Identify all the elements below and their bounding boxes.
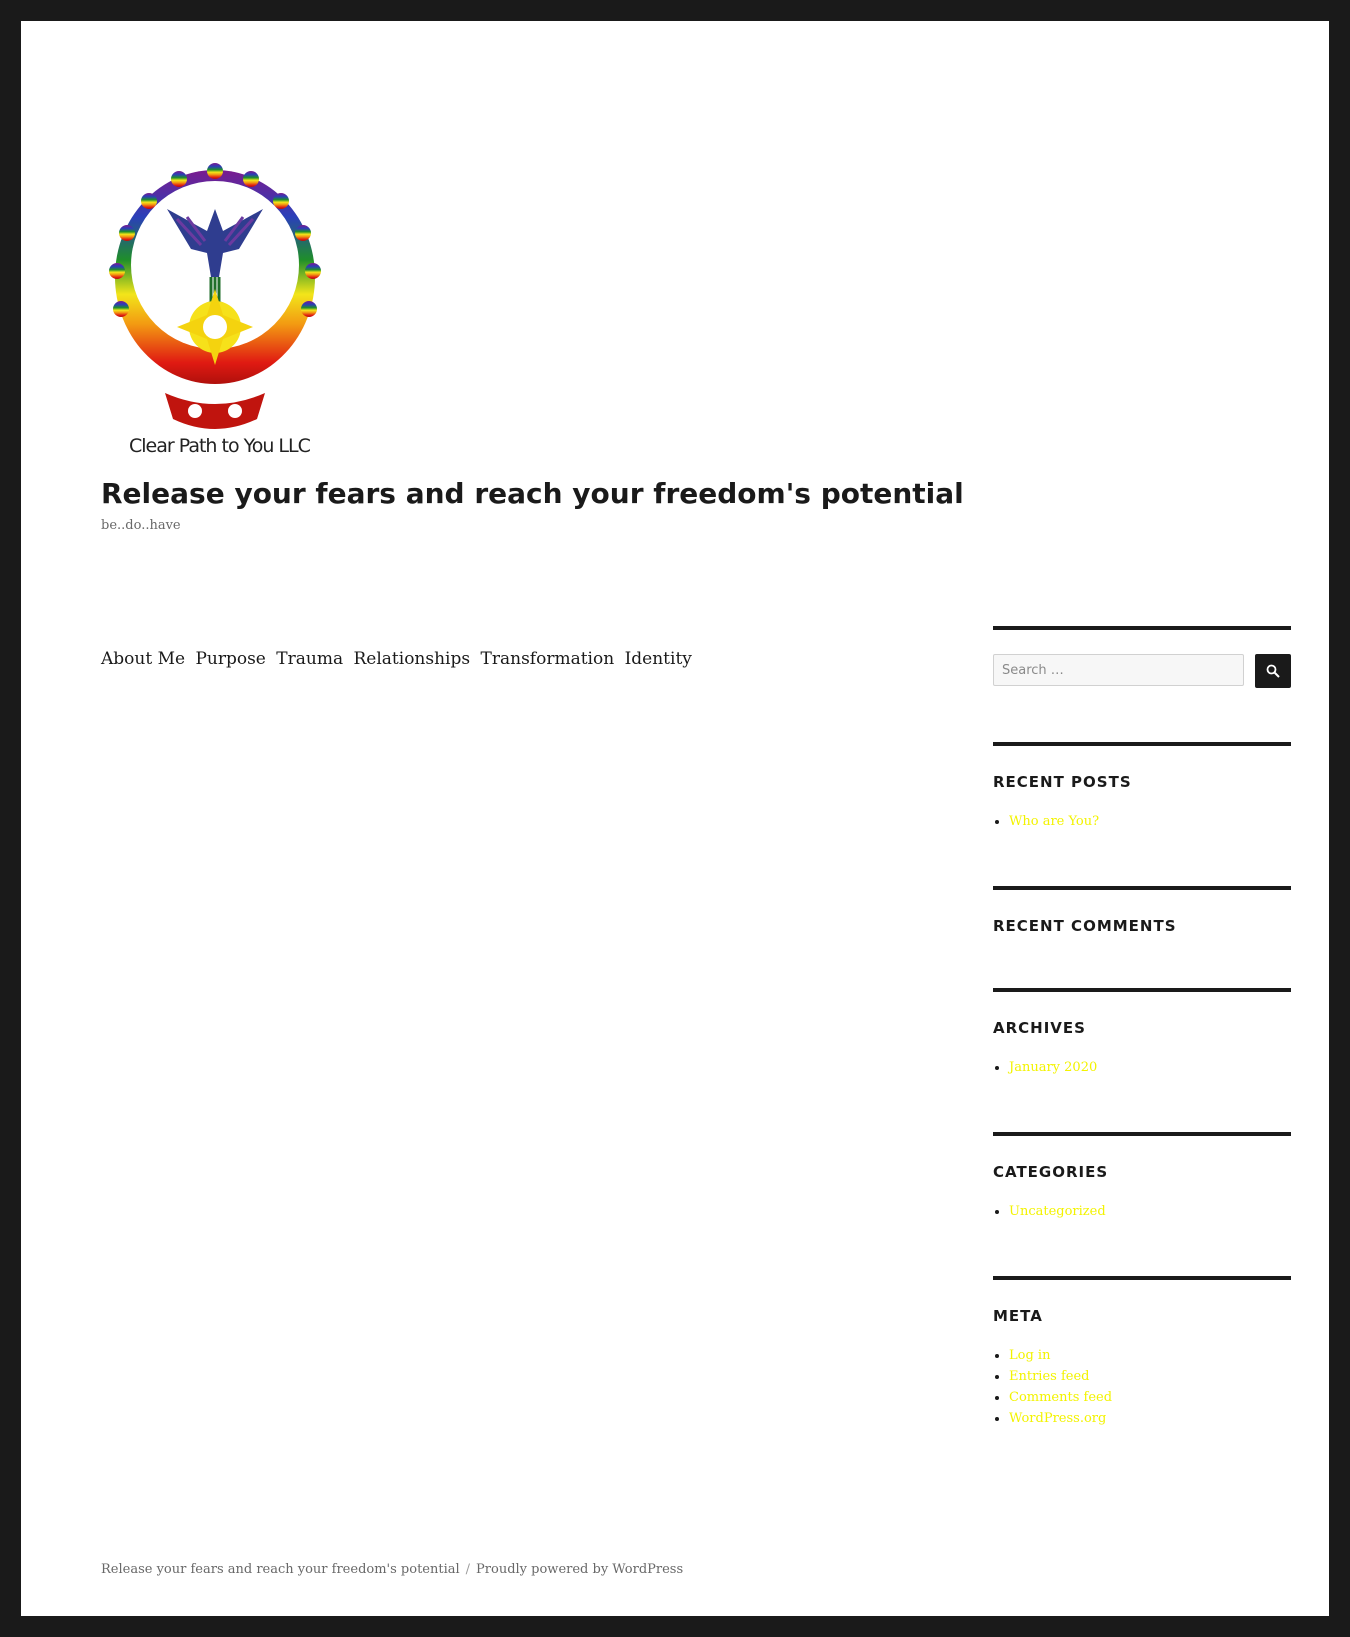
nav-item-relationships[interactable]: Relationships xyxy=(353,649,471,669)
archives-list xyxy=(993,1057,1097,1078)
category-link[interactable]: Uncategorized xyxy=(1009,1201,1106,1222)
archive-link[interactable]: January 2020 xyxy=(1009,1057,1097,1078)
recent-comments-widget xyxy=(993,886,1291,950)
footer-powered-by-link[interactable]: Proudly powered by WordPress xyxy=(476,1562,684,1577)
meta-link-login[interactable]: Log in xyxy=(1009,1345,1112,1366)
meta-widget xyxy=(993,1276,1291,1450)
nav-item-transformation[interactable]: Transformation xyxy=(480,649,615,669)
recent-posts-list xyxy=(993,811,1099,832)
page-container xyxy=(21,21,1329,1616)
footer-separator: / xyxy=(465,1562,471,1577)
meta-list xyxy=(993,1345,1112,1429)
recent-posts-heading: RECENT POSTS xyxy=(993,773,1132,791)
search-form xyxy=(993,654,1291,688)
site-footer xyxy=(101,1562,683,1577)
logo-emblem-image xyxy=(107,157,363,467)
nav-item-trauma[interactable]: Trauma xyxy=(276,649,344,669)
search-widget xyxy=(993,626,1291,700)
site-description: be..do..have xyxy=(101,518,181,533)
footer-site-link[interactable]: Release your fears and reach your freedom's potential xyxy=(101,1562,460,1577)
categories-list xyxy=(993,1201,1106,1222)
nav-item-about-me[interactable]: About Me xyxy=(101,649,186,669)
recent-posts-widget xyxy=(993,742,1291,846)
logo-caption: Clear Path to You LLC xyxy=(129,435,310,457)
nav-item-identity[interactable]: Identity xyxy=(624,649,692,669)
archives-heading: ARCHIVES xyxy=(993,1019,1086,1037)
categories-heading: CATEGORIES xyxy=(993,1163,1109,1181)
meta-heading: META xyxy=(993,1307,1043,1325)
search-input[interactable] xyxy=(993,654,1244,686)
search-button[interactable] xyxy=(1255,654,1291,688)
search-icon xyxy=(1266,664,1280,678)
site-title[interactable]: Release your fears and reach your freedom's potential xyxy=(101,477,964,510)
meta-link-entries-feed[interactable]: Entries feed xyxy=(1009,1366,1112,1387)
recent-post-link[interactable]: Who are You? xyxy=(1009,811,1099,832)
categories-widget xyxy=(993,1132,1291,1236)
nav-item-purpose[interactable]: Purpose xyxy=(195,649,266,669)
site-logo[interactable] xyxy=(107,157,363,467)
recent-comments-heading: RECENT COMMENTS xyxy=(993,917,1177,935)
archives-widget xyxy=(993,988,1291,1092)
meta-link-wordpress-org[interactable]: WordPress.org xyxy=(1009,1408,1112,1429)
meta-link-comments-feed[interactable]: Comments feed xyxy=(1009,1387,1112,1408)
page-nav xyxy=(101,649,697,669)
